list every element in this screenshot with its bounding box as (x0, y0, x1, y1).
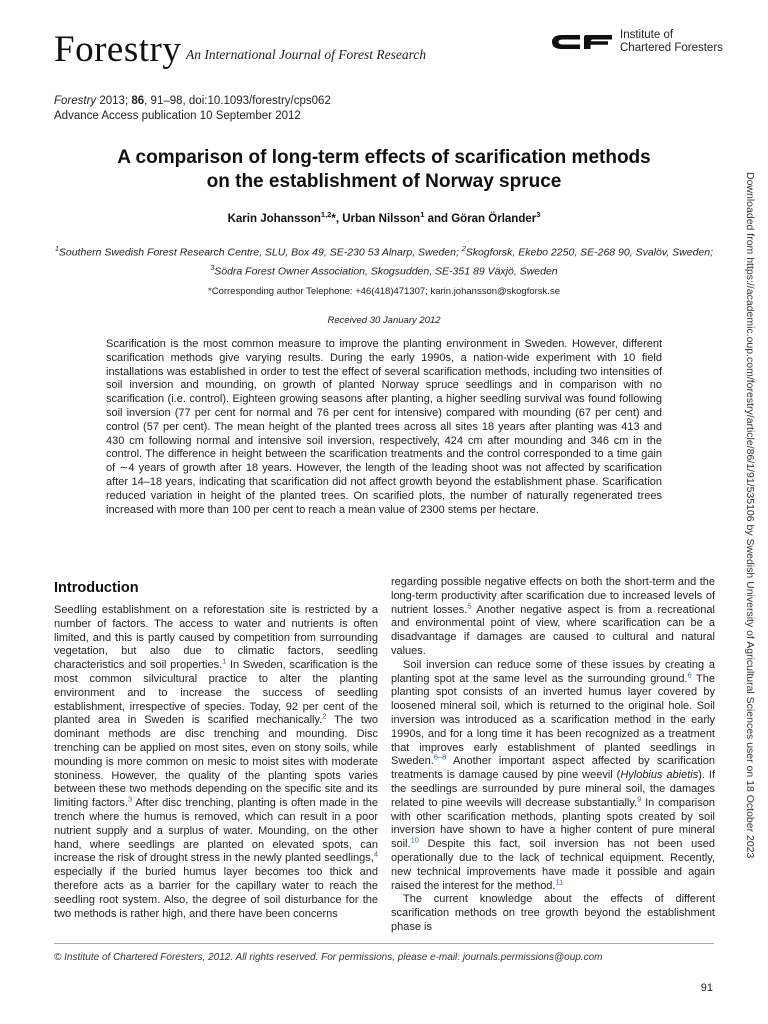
affiliation-text: Skogforsk, Ekebo 2250, SE-268 90, Svalöv, Sweden; (465, 246, 714, 259)
citation-pages-doi: , 91–98, doi:10.1093/forestry/cps062 (144, 95, 331, 107)
paragraph-text: Soil inversion can reduce some of these issues by creating a planting spot at the same level as the surrounding ground. (391, 658, 715, 685)
reference-marker: 6 (687, 669, 692, 679)
publisher-name-line2: Chartered Foresters (620, 42, 723, 54)
citation-journal: Forestry (54, 95, 97, 107)
author-affiliation-marker: 3 (536, 210, 541, 219)
right-column (391, 576, 715, 935)
paragraph-text: The current knowledge about the effects of different scarification methods on tree growth beyond the establishment phase is (391, 893, 715, 933)
intro-paragraph-4 (391, 893, 715, 934)
footer-divider (54, 943, 714, 944)
paragraph-text: Another negative aspect is from a recreational and environmental point of view, where scarification can be a disadvantage if damages are caused to cultural and natural values. (391, 603, 715, 657)
author-name: Urban Nilsson (342, 212, 421, 225)
affiliations (40, 242, 728, 279)
section-heading: Introduction (54, 580, 139, 596)
author-name: Karin Johansson (227, 212, 321, 225)
affiliation-text: Southern Swedish Forest Research Centre, SLU, Box 49, SE-230 53 Alnarp, Sweden; (58, 246, 462, 259)
publisher-name-line1: Institute of (620, 29, 674, 41)
paper-title-line: A comparison of long-term effects of scarification methods (117, 147, 651, 168)
abstract: Scarification is the most common measure to improve the planting environment in Sweden. However, different scarification methods give varying results. During the early 1990s, a nation-wide experiment with 10 field installations was established in order to test the effect of several scarification methods, including two intensities of soil inversion and mounding, on growth of planted Norway spruce seedlings and in comparison with no scarification (i.e. control). Eighteen growing seasons after planting, a higher seedling survival was found following soil inversion (77 per cent for normal and 76 per cent for intensive) compared with mounding (67 per cent) and control (57 per cent). The mean height of the planted trees across all sites 18 years after planting was 413 and 430 cm following normal and intensive soil inversion, respectively, 424 cm after mounding and 346 cm in the control. The difference in height between the scarification treatments and the control corresponded to a time gain of ∼4 years of growth after 18 years. However, the length of the leading shoot was not affected by scarification after 14–18 years, indicating that scarification did not affect growth beyond the establishment phase. Scarification reduced variation in height of the planted trees. On scarified plots, the number of naturally regenerated trees increased with more than 100 per cent to reach a mean value of 2300 stems per hectare. (106, 338, 662, 516)
citation-year: 2013; (99, 95, 129, 107)
paragraph-text: In comparison with other scarification methods, planting spots created by soil inversion have shown to have a higher content of pure mineral soil. (391, 796, 715, 851)
species-name: Hylobius abietis (620, 769, 699, 782)
intro-paragraph-2 (391, 576, 715, 659)
reference-marker: 6–8 (433, 752, 447, 762)
left-column (54, 580, 378, 921)
paragraph-text: The planting spot consists of an inverted humus layer covered by loosened mineral soil, which is returned to the original hole. Soil inversion was introduced as a scarification method in the early 1990s, and for a long time it has been recognized as a treatment that improves early establishment of planted seedlings in Sweden. (391, 672, 715, 768)
citation-access: Advance Access publication 10 September 2012 (54, 110, 301, 122)
paragraph-text: especially if the buried humus layer becomes too thick and therefore acts as a barrier for the capillary water to reach the seedling root system. Also, the degree of soil disturbance for the two methods is rather high, and there have been concerns (54, 866, 378, 920)
copyright-notice: © Institute of Chartered Foresters, 2012. All rights reserved. For permissions, please e-mail: journals.permissions@oup.com (54, 952, 603, 963)
author-list (54, 210, 714, 225)
author-affiliation-marker: 1,2 (320, 210, 332, 219)
paragraph-text: After disc trenching, planting is often made in the trench where the humus is removed, which can result in a poor nutrient supply and a surplus of water. Mounding, on the other hand, where seedlings are planted on elevated spots, can increase the risk of drought stress in the newly planted seedlings, (54, 797, 378, 865)
corresponding-author: *Corresponding author Telephone: +46(418)471307; karin.johansson@skogforsk.se (208, 286, 560, 297)
affiliation-line (40, 242, 728, 261)
paragraph-text: ). If the seedlings are surrounded by pure mineral soil, the damages related to pine weevils will decrease substantially. (391, 769, 715, 809)
author-name: Göran Örlander (451, 212, 537, 225)
journal-title: Forestry (54, 29, 182, 70)
reference-marker: 4 (373, 849, 378, 859)
paragraph-text: Seedling establishment on a reforestation site is restricted by a number of factors. The access to water and nutrients is often limited, and this is partly caused by competition from surrounding vegetation, but also due to climatic factors, seedling characteristics and soil properties. (54, 604, 378, 672)
reference-marker: 11 (555, 876, 564, 886)
paper-title (54, 146, 714, 194)
affiliation-line (40, 261, 728, 280)
download-notice (742, 172, 758, 859)
received-date: Received 30 January 2012 (327, 315, 441, 326)
author-separator: and (424, 212, 452, 225)
citation (54, 94, 331, 124)
citation-volume: 86 (131, 95, 145, 107)
intro-paragraph-1 (54, 604, 378, 921)
reference-marker: 5 (467, 600, 472, 610)
download-notice-text: Downloaded from https://academic.oup.com/forestry/article/86/1/91/535106 by Swedish University of Agricultural Sciences user on 18 October 2023 (744, 172, 756, 859)
paragraph-text: In Sweden, scarification is the most common silvicultural practice to alter the planting environment and to increase the success of seedling establishment, irrespective of species. Today, 92 per cent of the planted area in Sweden is scarified mechanically. (54, 659, 378, 727)
reference-marker: 1 (222, 656, 227, 666)
publisher-name (620, 29, 740, 55)
journal-subtitle: An International Journal of Forest Research (186, 47, 427, 62)
publisher-logo-icon (550, 32, 614, 52)
reference-marker: 2 (322, 711, 327, 721)
affiliation-marker: 2 (461, 246, 466, 253)
page-number: 91 (700, 982, 713, 994)
paper-title-line: on the establishment of Norway spruce (206, 171, 562, 192)
paragraph-text: regarding possible negative effects on both the short-term and the long-term productivity after scarification due to increased levels of nutrient losses. (391, 576, 715, 616)
reference-marker: 3 (127, 794, 133, 804)
affiliation-marker: 1 (54, 246, 59, 253)
reference-marker: 10 (410, 835, 419, 845)
affiliation-marker: 3 (210, 264, 215, 272)
paragraph-text: Another important aspect affected by scarification treatments is damage caused by pine weevil ( (391, 755, 715, 782)
author-affiliation-marker: 1 (420, 210, 425, 219)
author-separator: *, (331, 212, 343, 225)
citation-line (54, 94, 331, 109)
intro-paragraph-3 (391, 659, 715, 894)
paragraph-text: Despite this fact, soil inversion has not been used operationally due to the lack of technical equipment. Recently, new technical improvements have made it possible and again raised the interest for the method. (391, 838, 715, 892)
paragraph-text: The two dominant methods are disc trenching and mounding. Disc trenching can be applied on most sites, even on stony soils, while mounding is more common on mesic to moist sites with moderate stoniness. However, the quality of the planting spots varies between these two methods depending on the specific site and its limiting factors. (54, 714, 378, 810)
affiliation-text: Södra Forest Owner Association, Skogsudden, SE-351 89 Växjö, Sweden (214, 265, 558, 277)
reference-marker: 9 (637, 794, 642, 804)
